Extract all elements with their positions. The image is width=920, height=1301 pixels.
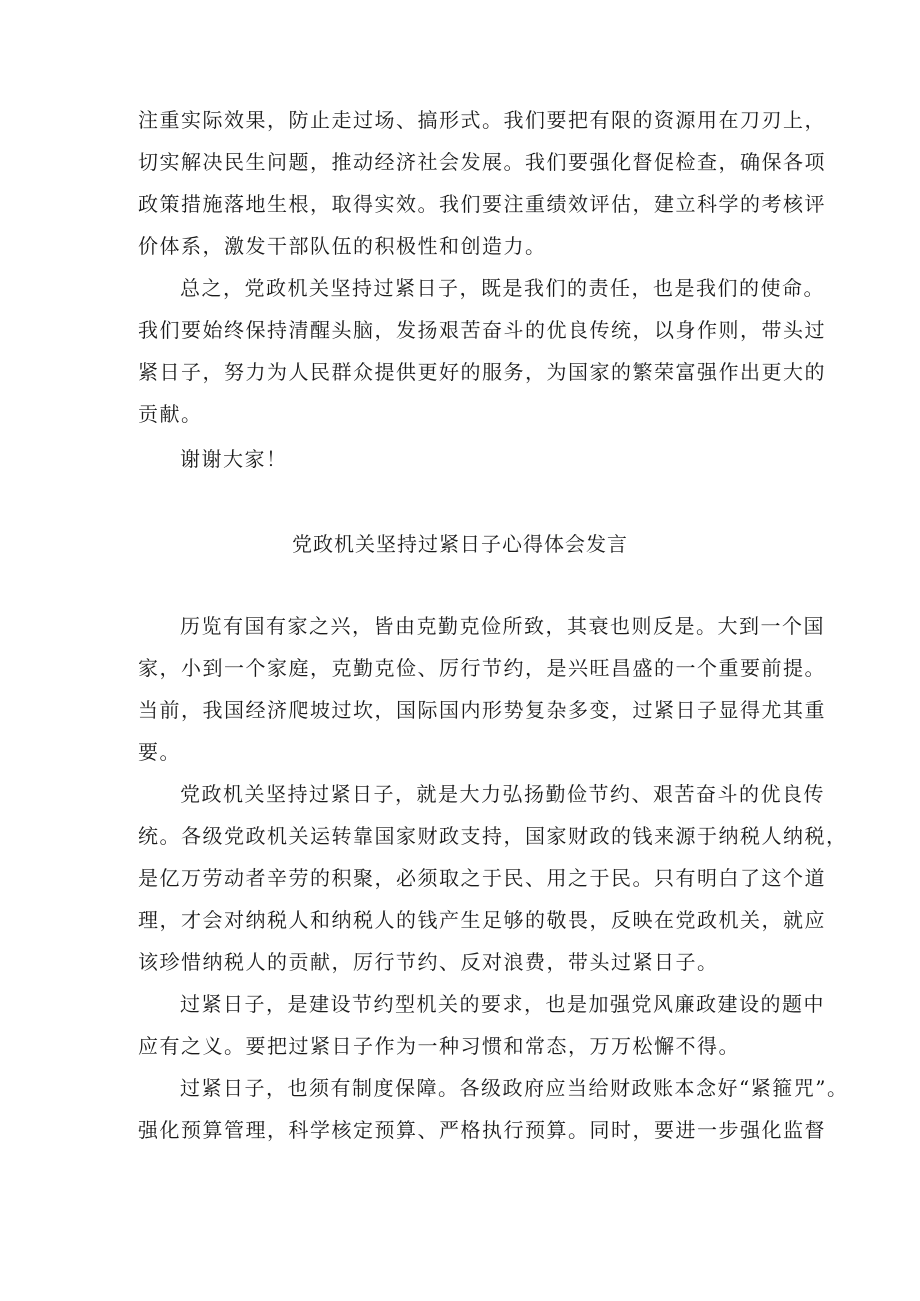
text-line: 家，小到一个家庭，克勤克俭、厉行节约，是兴旺昌盛的一个重要前提。 [138,656,826,680]
text-line: 理，才会对纳税人和纳税人的钱产生足够的敬畏，反映在党政机关，就应 [138,908,826,932]
thanks-line: 谢谢大家！ [180,447,288,471]
text-line: 价体系，激发干部队伍的积极性和创造力。 [138,234,547,258]
text-line: 该珍惜纳税人的贡献，厉行节约、反对浪费，带头过紧日子。 [138,950,719,974]
text-line: 总之，党政机关坚持过紧日子，既是我们的责任，也是我们的使命。 [180,276,825,300]
text-line: 党政机关坚持过紧日子，就是大力弘扬勤俭节约、艰苦奋斗的优良传 [180,782,825,806]
text-line: 过紧日子，也须有制度保障。各级政府应当给财政账本念好“紧箍咒”。 [180,1076,849,1100]
text-line: 当前，我国经济爬坡过坎，国际国内形势复杂多变，过紧日子显得尤其重 [138,698,826,722]
text-line: 应有之义。要把过紧日子作为一种习惯和常态，万万松懈不得。 [138,1034,740,1058]
text-line: 紧日子，努力为人民群众提供更好的服务，为国家的繁荣富强作出更大的 [138,360,826,384]
text-line: 强化预算管理，科学核定预算、严格执行预算。同时，要进一步强化监督 [138,1118,826,1142]
text-line: 要。 [138,740,181,764]
text-line: 政策措施落地生根，取得实效。我们要注重绩效评估，建立科学的考核评 [138,192,826,216]
text-line: 是亿万劳动者辛劳的积聚，必须取之于民、用之于民。只有明白了这个道 [138,866,826,890]
page-title: 党政机关坚持过紧日子心得体会发言 [292,532,628,556]
text-line: 注重实际效果，防止走过场、搞形式。我们要把有限的资源用在刀刃上， [138,108,826,132]
text-line: 贡献。 [138,402,203,426]
text-line: 历览有国有家之兴，皆由克勤克俭所致，其衰也则反是。大到一个国 [180,614,825,638]
text-line: 统。各级党政机关运转靠国家财政支持，国家财政的钱来源于纳税人纳税， [138,824,848,848]
text-line: 我们要始终保持清醒头脑，发扬艰苦奋斗的优良传统，以身作则，带头过 [138,318,826,342]
text-line: 切实解决民生问题，推动经济社会发展。我们要强化督促检查，确保各项 [138,150,826,174]
text-line: 过紧日子，是建设节约型机关的要求，也是加强党风廉政建设的题中 [180,992,825,1016]
